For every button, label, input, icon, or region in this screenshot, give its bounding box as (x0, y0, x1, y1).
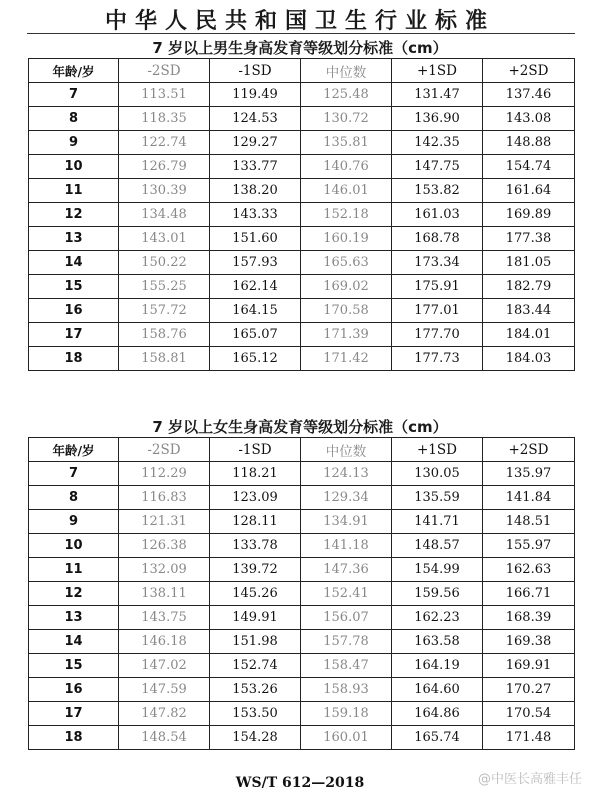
table-row (29, 251, 575, 275)
table-row (29, 702, 575, 726)
cell-plus-1sd: 163.58 (392, 630, 483, 654)
cell-minus-1sd: 133.77 (210, 155, 301, 179)
cell-minus-2sd: 112.29 (119, 462, 210, 486)
cell-plus-1sd: 142.35 (392, 131, 483, 155)
cell-median: 158.47 (301, 654, 392, 678)
cell-minus-1sd: 153.26 (210, 678, 301, 702)
table-row (29, 486, 575, 510)
cell-plus-1sd: 168.78 (392, 227, 483, 251)
cell-minus-2sd: 157.72 (119, 299, 210, 323)
cell-median: 152.41 (301, 582, 392, 606)
cell-minus-1sd: 124.53 (210, 107, 301, 131)
cell-age: 7 (29, 462, 119, 486)
cell-minus-2sd: 126.79 (119, 155, 210, 179)
table-row (29, 558, 575, 582)
cell-plus-1sd: 131.47 (392, 83, 483, 107)
cell-median: 171.39 (301, 323, 392, 347)
header-age: 年龄/岁 (29, 59, 119, 83)
cell-plus-2sd: 171.48 (483, 726, 575, 750)
cell-age: 15 (29, 654, 119, 678)
cell-plus-1sd: 161.03 (392, 203, 483, 227)
cell-plus-1sd: 162.23 (392, 606, 483, 630)
cell-age: 18 (29, 347, 119, 371)
cell-minus-2sd: 118.35 (119, 107, 210, 131)
table-row (29, 203, 575, 227)
cell-minus-2sd: 155.25 (119, 275, 210, 299)
table-row (29, 654, 575, 678)
cell-plus-1sd: 135.59 (392, 486, 483, 510)
cell-plus-1sd: 173.34 (392, 251, 483, 275)
table-row (29, 323, 575, 347)
table-row (29, 275, 575, 299)
cell-plus-2sd: 184.03 (483, 347, 575, 371)
cell-minus-1sd: 152.74 (210, 654, 301, 678)
cell-plus-2sd: 141.84 (483, 486, 575, 510)
cell-median: 147.36 (301, 558, 392, 582)
cell-plus-1sd: 164.86 (392, 702, 483, 726)
cell-minus-2sd: 146.18 (119, 630, 210, 654)
cell-age: 8 (29, 107, 119, 131)
cell-median: 159.18 (301, 702, 392, 726)
watermark: @中医长高雅丰任 (477, 772, 582, 787)
cell-median: 169.02 (301, 275, 392, 299)
cell-minus-1sd: 129.27 (210, 131, 301, 155)
cell-plus-1sd: 147.75 (392, 155, 483, 179)
header-minus-2sd: -2SD (119, 438, 210, 462)
table-row (29, 582, 575, 606)
cell-plus-2sd: 166.71 (483, 582, 575, 606)
cell-minus-2sd: 158.76 (119, 323, 210, 347)
cell-minus-1sd: 119.49 (210, 83, 301, 107)
cell-minus-1sd: 165.07 (210, 323, 301, 347)
cell-minus-2sd: 138.11 (119, 582, 210, 606)
cell-median: 156.07 (301, 606, 392, 630)
cell-minus-2sd: 158.81 (119, 347, 210, 371)
cell-minus-2sd: 147.59 (119, 678, 210, 702)
cell-age: 15 (29, 275, 119, 299)
cell-median: 152.18 (301, 203, 392, 227)
cell-plus-2sd: 162.63 (483, 558, 575, 582)
table-row (29, 131, 575, 155)
cell-plus-1sd: 136.90 (392, 107, 483, 131)
cell-minus-1sd: 128.11 (210, 510, 301, 534)
cell-age: 9 (29, 510, 119, 534)
cell-age: 10 (29, 155, 119, 179)
cell-minus-2sd: 134.48 (119, 203, 210, 227)
header-plus-2sd: +2SD (483, 59, 575, 83)
cell-median: 129.34 (301, 486, 392, 510)
cell-plus-1sd: 154.99 (392, 558, 483, 582)
header-minus-1sd: -1SD (210, 438, 301, 462)
header-age: 年龄/岁 (29, 438, 119, 462)
table-row (29, 347, 575, 371)
cell-age: 10 (29, 534, 119, 558)
girls-height-table (28, 437, 575, 750)
cell-median: 165.63 (301, 251, 392, 275)
cell-minus-2sd: 150.22 (119, 251, 210, 275)
cell-plus-2sd: 170.54 (483, 702, 575, 726)
cell-minus-2sd: 122.74 (119, 131, 210, 155)
boys-table-title: 7 岁以上男生身高发育等级划分标准（cm） (152, 39, 448, 57)
cell-plus-2sd: 169.38 (483, 630, 575, 654)
cell-minus-2sd: 132.09 (119, 558, 210, 582)
cell-age: 11 (29, 558, 119, 582)
table-row (29, 510, 575, 534)
cell-minus-1sd: 154.28 (210, 726, 301, 750)
cell-minus-2sd: 126.38 (119, 534, 210, 558)
cell-plus-2sd: 168.39 (483, 606, 575, 630)
cell-minus-1sd: 149.91 (210, 606, 301, 630)
document-title: 中华人民共和国卫生行业标准 (104, 9, 495, 34)
table-row (29, 179, 575, 203)
cell-plus-1sd: 164.60 (392, 678, 483, 702)
cell-median: 171.42 (301, 347, 392, 371)
cell-median: 146.01 (301, 179, 392, 203)
cell-minus-1sd: 118.21 (210, 462, 301, 486)
cell-plus-2sd: 143.08 (483, 107, 575, 131)
cell-plus-2sd: 135.97 (483, 462, 575, 486)
girls-table-title: 7 岁以上女生身高发育等级划分标准（cm） (152, 418, 448, 436)
cell-plus-2sd: 177.38 (483, 227, 575, 251)
table-row (29, 155, 575, 179)
table-row (29, 83, 575, 107)
cell-minus-2sd: 147.82 (119, 702, 210, 726)
cell-age: 16 (29, 299, 119, 323)
cell-minus-1sd: 165.12 (210, 347, 301, 371)
cell-plus-1sd: 177.70 (392, 323, 483, 347)
header-minus-2sd: -2SD (119, 59, 210, 83)
cell-age: 13 (29, 227, 119, 251)
boys-height-table (28, 58, 575, 371)
cell-median: 130.72 (301, 107, 392, 131)
table-row (29, 227, 575, 251)
cell-minus-1sd: 123.09 (210, 486, 301, 510)
cell-median: 141.18 (301, 534, 392, 558)
cell-minus-1sd: 157.93 (210, 251, 301, 275)
title-divider (27, 33, 575, 34)
table-header-row (29, 438, 575, 462)
cell-age: 14 (29, 251, 119, 275)
cell-minus-2sd: 130.39 (119, 179, 210, 203)
table-row (29, 606, 575, 630)
cell-median: 140.76 (301, 155, 392, 179)
cell-plus-1sd: 177.73 (392, 347, 483, 371)
cell-plus-1sd: 141.71 (392, 510, 483, 534)
cell-age: 9 (29, 131, 119, 155)
cell-minus-1sd: 145.26 (210, 582, 301, 606)
standard-code: WS/T 612—2018 (235, 775, 365, 791)
cell-age: 18 (29, 726, 119, 750)
cell-plus-1sd: 148.57 (392, 534, 483, 558)
cell-plus-2sd: 181.05 (483, 251, 575, 275)
cell-plus-2sd: 155.97 (483, 534, 575, 558)
cell-plus-1sd: 175.91 (392, 275, 483, 299)
cell-plus-2sd: 183.44 (483, 299, 575, 323)
cell-plus-2sd: 184.01 (483, 323, 575, 347)
cell-minus-2sd: 116.83 (119, 486, 210, 510)
table-header-row (29, 59, 575, 83)
cell-plus-1sd: 177.01 (392, 299, 483, 323)
cell-plus-2sd: 182.79 (483, 275, 575, 299)
cell-minus-1sd: 139.72 (210, 558, 301, 582)
cell-plus-2sd: 154.74 (483, 155, 575, 179)
cell-plus-1sd: 165.74 (392, 726, 483, 750)
header-median: 中位数 (301, 438, 392, 462)
table-row (29, 462, 575, 486)
table-row (29, 630, 575, 654)
cell-plus-1sd: 130.05 (392, 462, 483, 486)
cell-median: 158.93 (301, 678, 392, 702)
cell-minus-2sd: 147.02 (119, 654, 210, 678)
cell-minus-1sd: 133.78 (210, 534, 301, 558)
header-plus-2sd: +2SD (483, 438, 575, 462)
cell-median: 160.19 (301, 227, 392, 251)
cell-plus-2sd: 148.51 (483, 510, 575, 534)
table-row (29, 534, 575, 558)
cell-minus-1sd: 138.20 (210, 179, 301, 203)
cell-plus-2sd: 169.91 (483, 654, 575, 678)
table-row (29, 107, 575, 131)
cell-plus-2sd: 137.46 (483, 83, 575, 107)
cell-minus-2sd: 148.54 (119, 726, 210, 750)
header-plus-1sd: +1SD (392, 59, 483, 83)
cell-median: 135.81 (301, 131, 392, 155)
cell-minus-1sd: 164.15 (210, 299, 301, 323)
cell-age: 17 (29, 323, 119, 347)
cell-minus-1sd: 151.98 (210, 630, 301, 654)
cell-age: 7 (29, 83, 119, 107)
cell-plus-2sd: 170.27 (483, 678, 575, 702)
header-median: 中位数 (301, 59, 392, 83)
cell-median: 124.13 (301, 462, 392, 486)
cell-median: 160.01 (301, 726, 392, 750)
cell-minus-1sd: 162.14 (210, 275, 301, 299)
cell-age: 16 (29, 678, 119, 702)
cell-minus-2sd: 143.75 (119, 606, 210, 630)
cell-age: 11 (29, 179, 119, 203)
cell-median: 125.48 (301, 83, 392, 107)
cell-plus-1sd: 153.82 (392, 179, 483, 203)
cell-minus-1sd: 151.60 (210, 227, 301, 251)
cell-plus-2sd: 169.89 (483, 203, 575, 227)
cell-age: 12 (29, 203, 119, 227)
cell-minus-1sd: 153.50 (210, 702, 301, 726)
cell-age: 12 (29, 582, 119, 606)
cell-median: 157.78 (301, 630, 392, 654)
cell-age: 17 (29, 702, 119, 726)
cell-plus-1sd: 159.56 (392, 582, 483, 606)
cell-minus-2sd: 113.51 (119, 83, 210, 107)
cell-plus-2sd: 148.88 (483, 131, 575, 155)
cell-minus-2sd: 143.01 (119, 227, 210, 251)
table-row (29, 678, 575, 702)
cell-minus-1sd: 143.33 (210, 203, 301, 227)
cell-plus-2sd: 161.64 (483, 179, 575, 203)
header-minus-1sd: -1SD (210, 59, 301, 83)
cell-median: 134.91 (301, 510, 392, 534)
cell-age: 8 (29, 486, 119, 510)
table-row (29, 726, 575, 750)
table-row (29, 299, 575, 323)
cell-minus-2sd: 121.31 (119, 510, 210, 534)
header-plus-1sd: +1SD (392, 438, 483, 462)
cell-median: 170.58 (301, 299, 392, 323)
cell-plus-1sd: 164.19 (392, 654, 483, 678)
cell-age: 14 (29, 630, 119, 654)
cell-age: 13 (29, 606, 119, 630)
